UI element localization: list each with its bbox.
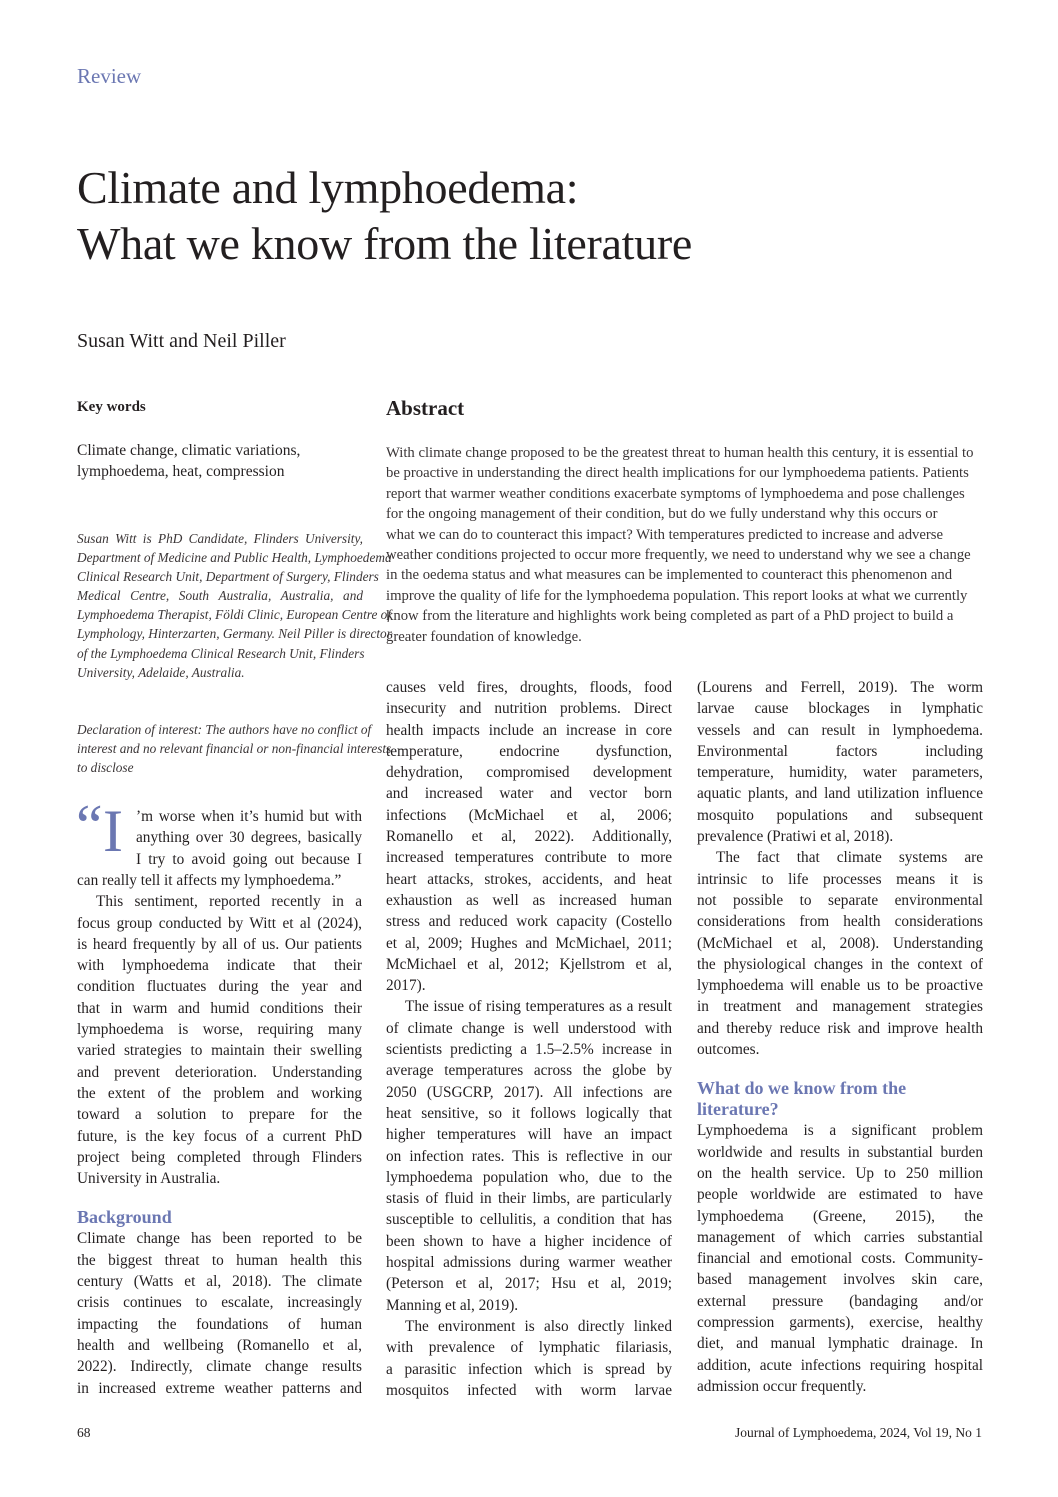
body-line: 2017). <box>386 977 426 995</box>
body-line: of climate change is well understood with <box>386 1019 672 1037</box>
body-line: higher temperatures will have an impact <box>386 1126 672 1144</box>
abstract-line: report that warmer weather conditions exacerbate symptoms of lymphoedema and pose challenges <box>386 485 965 502</box>
title-line: Climate and lymphoedema: <box>77 162 579 213</box>
body-line: lymphoedema will enable us to be proactive <box>697 977 983 995</box>
heading-line: literature? <box>697 1099 779 1120</box>
bio-line: Medical Centre, South Australia, Australia, and <box>77 588 363 604</box>
body-line: with prevalence of lymphatic filariasis, <box>386 1339 672 1357</box>
body-line: lymphoedema population who, due to the <box>386 1168 672 1186</box>
keywords-list <box>77 440 367 482</box>
body-line: been shown to have a higher incidence of <box>386 1232 672 1250</box>
body-line: scientists predicting a 1.5–2.5% increase in <box>386 1041 672 1059</box>
body-line: project being completed through Flinders <box>77 1148 362 1166</box>
body-line: larvae cause blockages in lymphatic <box>697 700 983 718</box>
body-line: heat sensitive, so it follows logically that <box>386 1104 672 1122</box>
keywords-line: Climate change, climatic variations, <box>77 442 301 459</box>
body-line: causes veld fires, droughts, floods, food <box>386 679 672 696</box>
body-line: The issue of rising temperatures as a result <box>405 998 672 1016</box>
body-line: on the health service. Up to 250 million <box>697 1164 983 1182</box>
page-number: 68 <box>77 1425 91 1440</box>
abstract-line: be proactive in understanding the direct health implications for our lymphoedema patients. Patients <box>386 465 969 482</box>
body-line: 2050 (USGCRP, 2017). All infections are <box>386 1083 672 1101</box>
declaration-line: to disclose <box>77 760 134 776</box>
background-heading: Background <box>77 1207 172 1228</box>
body-line: This sentiment, reported recently in a <box>96 893 362 911</box>
body-line: compression garments), exercise, healthy <box>697 1314 983 1332</box>
declaration-line: interest and no relevant financial or non-financial interests <box>77 741 392 757</box>
body-line: century (Watts et al, 2018). The climate <box>77 1273 362 1291</box>
column-3 <box>697 677 983 1397</box>
body-line: hospital admissions during warmer weather <box>386 1254 672 1272</box>
quote-line: anything over 30 degrees, basically <box>136 829 362 847</box>
body-line: impacting the foundations of human <box>77 1315 362 1333</box>
bio-line: Lymphology, Hinterzarten, Germany. Neil Piller is director <box>77 626 392 642</box>
body-line: (Lourens and Ferrell, 2019). The worm <box>697 679 983 696</box>
bio-line: Department of Medicine and Public Health, Lymphoedema <box>77 550 392 566</box>
body-line: Environmental factors including <box>697 742 983 760</box>
body-line: intrinsic to life processes means it is <box>697 870 983 888</box>
body-line: The fact that climate systems are <box>716 849 983 867</box>
body-line: prevalence (Pratiwi et al, 2018). <box>697 828 894 846</box>
body-line: considerations from health considerations <box>697 913 983 931</box>
body-line: the extent of the problem and working <box>77 1084 362 1102</box>
bio-line: Clinical Research Unit, Department of Surgery, Flinders <box>77 569 379 585</box>
body-line: with lymphoedema indicate that their <box>77 957 362 975</box>
body-line: the biggest threat to human health this <box>77 1251 362 1269</box>
body-line: stasis of fluid in their limbs, are particularly <box>386 1190 672 1208</box>
body-line: aquatic plants, and land utilization influence <box>697 785 983 803</box>
declaration-line: Declaration of interest: The authors have no conflict of <box>77 722 372 737</box>
body-line: stress and reduced work capacity (Costello <box>386 913 672 931</box>
body-line: McMichael et al, 2012; Kjellstrom et al, <box>386 955 672 973</box>
body-line: based management involves skin care, <box>697 1271 983 1289</box>
body-line: lymphoedema (Greene, 2015), the <box>697 1207 983 1225</box>
abstract-line: greater foundation of knowledge. <box>386 628 582 645</box>
body-line: health impacts include an increase in core <box>386 721 672 739</box>
abstract-text <box>386 443 982 647</box>
pull-quote <box>136 806 362 870</box>
body-line: insecurity and nutrition problems. Direct <box>386 700 672 718</box>
body-line: health and wellbeing (Romanello et al, <box>77 1336 362 1354</box>
body-line: heart attacks, strokes, accidents, and heat <box>386 870 672 888</box>
body-line: et al, 2009; Hughes and McMichael, 2011; <box>386 934 672 952</box>
body-line: average temperatures across the globe by <box>386 1062 672 1080</box>
bio-line: Susan Witt is PhD Candidate, Flinders University, <box>77 531 363 546</box>
body-line: the physiological changes in the context of <box>697 955 983 973</box>
literature-heading <box>697 1078 983 1120</box>
column-1 <box>77 870 362 1399</box>
body-line: that in warm and humid conditions their <box>77 999 362 1017</box>
body-line: admission occur frequently. <box>697 1377 867 1395</box>
body-line: addition, acute infections requiring hospital <box>697 1356 983 1374</box>
body-line: mosquitos infected with worm larvae <box>386 1381 672 1399</box>
abstract-line: improve the quality of life for the lymphoedema population. This report looks at what we currently <box>386 587 968 604</box>
abstract-line: know from the literature and highlights work being completed as part of a PhD project to build a <box>386 608 954 625</box>
body-line: temperature, endocrine dysfunction, <box>386 742 672 760</box>
body-line: Climate change has been reported to be <box>77 1230 362 1248</box>
body-line: (McMichael et al, 2008). Understanding <box>697 934 983 952</box>
body-line: and increased water and vector born <box>386 785 672 803</box>
abstract-line: what we can do to counteract this impact? With temperatures predicted to increase and adverse <box>386 526 944 543</box>
bio-line: of the Lymphoedema Clinical Research Unit, Flinders <box>77 645 365 661</box>
body-line: lymphoedema is worse, requiring many <box>77 1021 362 1039</box>
body-line: vessels and can result in lymphoedema. <box>697 721 983 739</box>
body-line: diet, and manual lymphatic drainage. In <box>697 1335 983 1353</box>
body-line: infections (McMichael et al, 2006; <box>386 806 672 824</box>
title-line: What we know from the literature <box>77 218 692 269</box>
body-line: increased temperatures contribute to more <box>386 849 672 867</box>
column-2 <box>386 677 672 1401</box>
quote-open-mark: “ <box>76 793 103 859</box>
body-line: not possible to separate environmental <box>697 891 983 909</box>
quote-line: can really tell it affects my lymphoedema.” <box>77 872 342 889</box>
body-line: is heard frequently by all of us. Our patients <box>77 935 362 953</box>
body-line: Manning et al, 2019). <box>386 1296 519 1314</box>
body-line: exhaustion as well as increased human <box>386 891 672 909</box>
body-line: and thereby reduce risk and improve health <box>697 1019 983 1037</box>
body-line: 2022). Indirectly, climate change results <box>77 1358 362 1376</box>
abstract-heading: Abstract <box>386 396 465 420</box>
heading-line: What do we know from the <box>697 1078 907 1099</box>
body-line: susceptible to cellulitis, a condition that has <box>386 1211 672 1229</box>
body-line: and prevent deterioration. Understanding <box>77 1063 362 1081</box>
body-line: on infection rates. This is reflective in our <box>386 1147 672 1165</box>
bio-line: University, Adelaide, Australia. <box>77 664 245 680</box>
body-line: in treatment and management strategies <box>697 998 983 1016</box>
journal-citation: Journal of Lymphoedema, 2024, Vol 19, No 1 <box>735 1425 982 1440</box>
body-line: mosquito populations and subsequent <box>697 806 983 824</box>
body-line: (Peterson et al, 2017; Hsu et al, 2019; <box>386 1275 672 1293</box>
abstract-line: for the ongoing management of their condition, but do we fully understand why this occurs or <box>386 506 938 523</box>
bio-line: Lymphoedema Therapist, Földi Clinic, European Centre of <box>77 607 392 623</box>
body-line: people worldwide are estimated to have <box>697 1186 983 1204</box>
body-line: The environment is also directly linked <box>405 1317 672 1335</box>
body-line: varied strategies to maintain their swelling <box>77 1042 362 1060</box>
body-line: a parasitic infection which is spread by <box>386 1360 672 1378</box>
quote-line: I try to avoid going out because I <box>136 850 362 868</box>
body-line: condition fluctuates during the year and <box>77 978 362 996</box>
body-line: management of which carries substantial <box>697 1228 983 1246</box>
keywords-line: lymphoedema, heat, compression <box>77 463 285 480</box>
declaration-of-interest <box>77 720 392 777</box>
body-line: external pressure (bandaging and/or <box>697 1292 983 1310</box>
author-bio <box>77 529 392 682</box>
article-title <box>77 160 977 272</box>
body-line: Lymphoedema is a significant problem <box>697 1122 983 1140</box>
quote-line: ’m worse when it’s humid but with <box>136 808 362 825</box>
body-line: toward a solution to prepare for the <box>77 1106 362 1124</box>
body-line: dehydration, compromised development <box>386 764 672 782</box>
body-line: University in Australia. <box>77 1170 221 1188</box>
body-line: temperature, humidity, water parameters, <box>697 764 983 782</box>
body-line: financial and emotional costs. Community- <box>697 1250 983 1268</box>
section-label: Review <box>77 64 142 88</box>
authors: Susan Witt and Neil Piller <box>77 330 286 352</box>
quote-dropcap: I <box>103 798 123 864</box>
body-line: Romanello et al, 2022). Additionally, <box>386 828 672 846</box>
body-line: worldwide and results in substantial burden <box>697 1143 983 1161</box>
keywords-heading: Key words <box>77 399 146 415</box>
abstract-line: weather conditions projected to occur more frequently, we need to understand why we see a change <box>386 547 971 564</box>
abstract-line: in the oedema status and what measures can be implemented to counteract this phenomenon and <box>386 567 953 584</box>
body-line: outcomes. <box>697 1041 760 1059</box>
abstract-line: With climate change proposed to be the greatest threat to human health this century, it is essential to <box>386 445 974 461</box>
body-line: future, is the key focus of a current PhD <box>77 1127 362 1145</box>
body-line: focus group conducted by Witt et al (2024), <box>77 914 362 932</box>
body-line: crisis continues to escalate, increasingly <box>77 1294 362 1312</box>
body-line: in increased extreme weather patterns and <box>77 1379 362 1397</box>
